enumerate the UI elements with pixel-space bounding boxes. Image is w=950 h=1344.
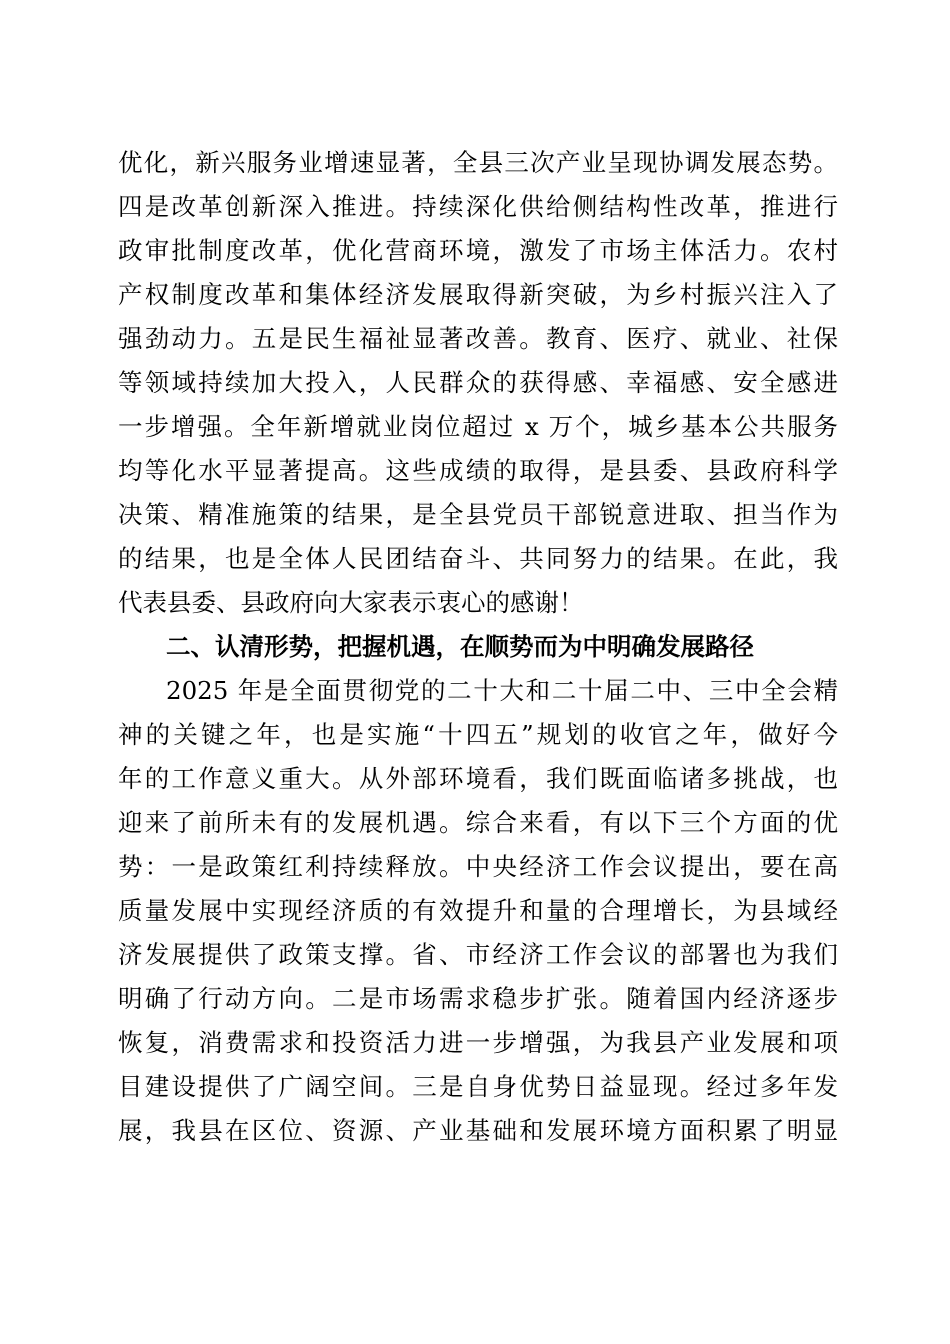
paragraph-line: 济发展提供了政策支撑。省、市经济工作会议的部署也为我们 (118, 940, 838, 969)
paragraph-line: 恢复，消费需求和投资活力进一步增强，为我县产业发展和项 (118, 1028, 838, 1057)
paragraph-line: 代表县委、县政府向大家表示衷心的感谢！ (118, 588, 584, 617)
paragraph-line: 的结果，也是全体人民团结奋斗、共同努力的结果。在此，我 (118, 544, 838, 573)
paragraph-line: 2025 年是全面贯彻党的二十大和二十届二中、三中全会精 (166, 676, 838, 705)
paragraph-line: 神的关键之年，也是实施“十四五”规划的收官之年，做好今 (118, 720, 838, 749)
paragraph-line: 等领域持续加大投入，人民群众的获得感、幸福感、安全感进 (118, 368, 838, 397)
paragraph-line: 年的工作意义重大。从外部环境看，我们既面临诸多挑战，也 (118, 764, 838, 793)
paragraph-line: 目建设提供了广阔空间。三是自身优势日益显现。经过多年发 (118, 1072, 838, 1101)
paragraph-line: 质量发展中实现经济质的有效提升和量的合理增长，为县域经 (118, 896, 838, 925)
paragraph-line: 产权制度改革和集体经济发展取得新突破，为乡村振兴注入了 (118, 280, 838, 309)
paragraph-line: 决策、精准施策的结果，是全县党员干部锐意进取、担当作为 (118, 500, 838, 529)
paragraph-line: 强劲动力。五是民生福祉显著改善。教育、医疗、就业、社保 (118, 324, 838, 353)
paragraph-line: 一步增强。全年新增就业岗位超过 x 万个，城乡基本公共服务 (118, 412, 838, 441)
paragraph-line: 明确了行动方向。二是市场需求稳步扩张。随着国内经济逐步 (118, 984, 838, 1013)
paragraph-line: 展，我县在区位、资源、产业基础和发展环境方面积累了明显 (118, 1116, 838, 1145)
paragraph-line: 势：一是政策红利持续释放。中央经济工作会议提出，要在高 (118, 852, 838, 881)
paragraph-line: 均等化水平显著提高。这些成绩的取得，是县委、县政府科学 (118, 456, 838, 485)
paragraph-line: 四是改革创新深入推进。持续深化供给侧结构性改革，推进行 (118, 192, 838, 221)
section-heading: 二、认清形势，把握机遇，在顺势而为中明确发展路径 (166, 632, 754, 661)
paragraph-line: 迎来了前所未有的发展机遇。综合来看，有以下三个方面的优 (118, 808, 838, 837)
paragraph-line: 政审批制度改革，优化营商环境，激发了市场主体活力。农村 (118, 236, 838, 265)
paragraph-line: 优化，新兴服务业增速显著，全县三次产业呈现协调发展态势。 (118, 148, 838, 177)
